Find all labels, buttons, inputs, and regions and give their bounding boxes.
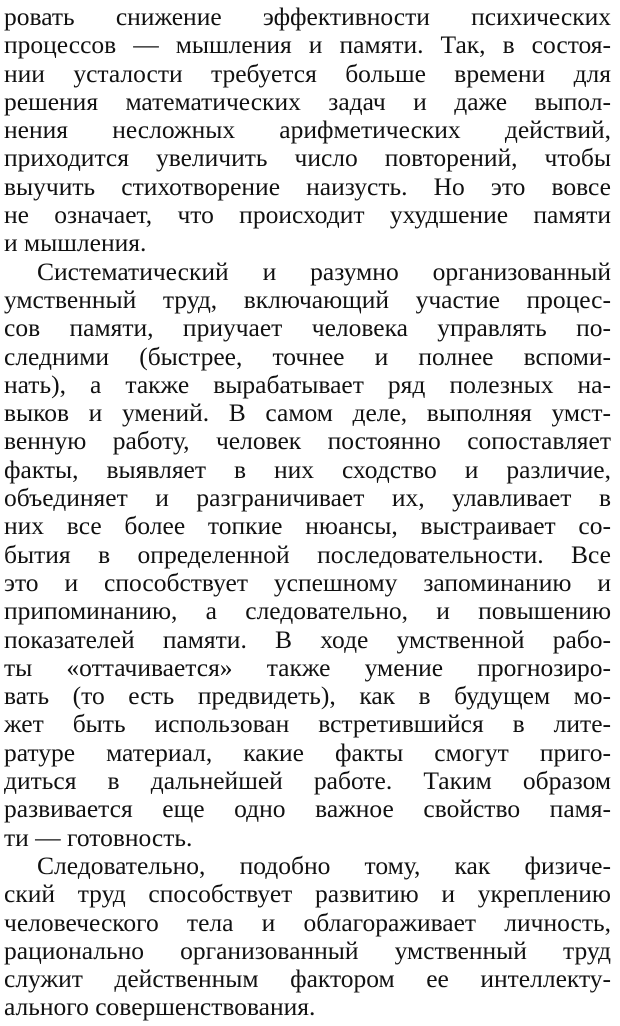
text-line: и мышления. xyxy=(4,229,147,258)
text-line: ский труд способствует развитию и укреплению xyxy=(4,880,611,909)
paragraph xyxy=(4,3,611,258)
text-line: нать), а также вырабатывает ряд полезных на- xyxy=(4,370,611,399)
text-line: бытия в определенной последовательности. Все xyxy=(4,540,611,569)
text-line: ровать снижение эффективности психических xyxy=(4,3,611,31)
text-line: припоминанию, а следовательно, и повышению xyxy=(4,597,611,626)
text-line: ти — готовность. xyxy=(4,823,193,852)
text-line: венную работу, человек постоянно сопоставляет xyxy=(4,427,611,456)
text-line: процессов — мышления и памяти. Так, в состоя- xyxy=(4,31,611,60)
text-line: ратуре материал, какие факты смогут приго- xyxy=(4,738,611,767)
text-line: умственный труд, включающий участие процес- xyxy=(4,285,611,314)
text-line: приходится увеличить число повторений, чтобы xyxy=(4,144,611,173)
text-line: служит действенным фактором ее интеллекту- xyxy=(4,965,611,994)
text-line: показателей памяти. В ходе умственной рабо- xyxy=(4,625,611,654)
text-line: решения математических задач и даже выпол- xyxy=(4,87,611,116)
text-line: диться в дальнейшей работе. Таким образом xyxy=(4,767,611,796)
text-line: следними (быстрее, точнее и полнее вспоми- xyxy=(4,342,611,371)
text-line: жет быть использован встретившийся в лите- xyxy=(4,710,611,739)
text-line: Систематический и разумно организованный xyxy=(37,257,611,286)
text-line: выучить стихотворение наизусть. Но это вовсе xyxy=(4,172,611,201)
text-line: них все более топкие нюансы, выстраивает со- xyxy=(4,512,611,541)
text-line: вать (то есть предвидеть), как в будущем мо- xyxy=(4,682,611,711)
text-line: ты «оттачивается» также умение прогнозиро- xyxy=(4,653,611,682)
text-line: факты, выявляет в них сходство и различие, xyxy=(4,455,611,484)
text-line: нения несложных арифметических действий, xyxy=(4,116,611,145)
text-line: это и способствует успешному запоминанию и xyxy=(4,568,611,597)
text-line: Следовательно, подобно тому, как физиче- xyxy=(37,851,611,880)
text-line: выков и умений. В самом деле, выполняя умст- xyxy=(4,399,611,428)
paragraph xyxy=(4,258,611,852)
text-line: сов памяти, приучает человека управлять по- xyxy=(4,314,611,343)
text-line: ального совершенствования. xyxy=(4,993,316,1022)
text-line: нии усталости требуется больше времени для xyxy=(4,59,611,88)
text-line: объединяет и разграничивает их, улавливает в xyxy=(4,484,611,513)
text-line: не означает, что происходит ухудшение памяти xyxy=(4,201,611,230)
text-line: развивается еще одно важное свойство памя- xyxy=(4,795,611,824)
text-line: человеческого тела и облагораживает личность, xyxy=(4,908,611,937)
text-line: рационально организованный умственный труд xyxy=(4,936,611,965)
paragraph xyxy=(4,852,611,1022)
